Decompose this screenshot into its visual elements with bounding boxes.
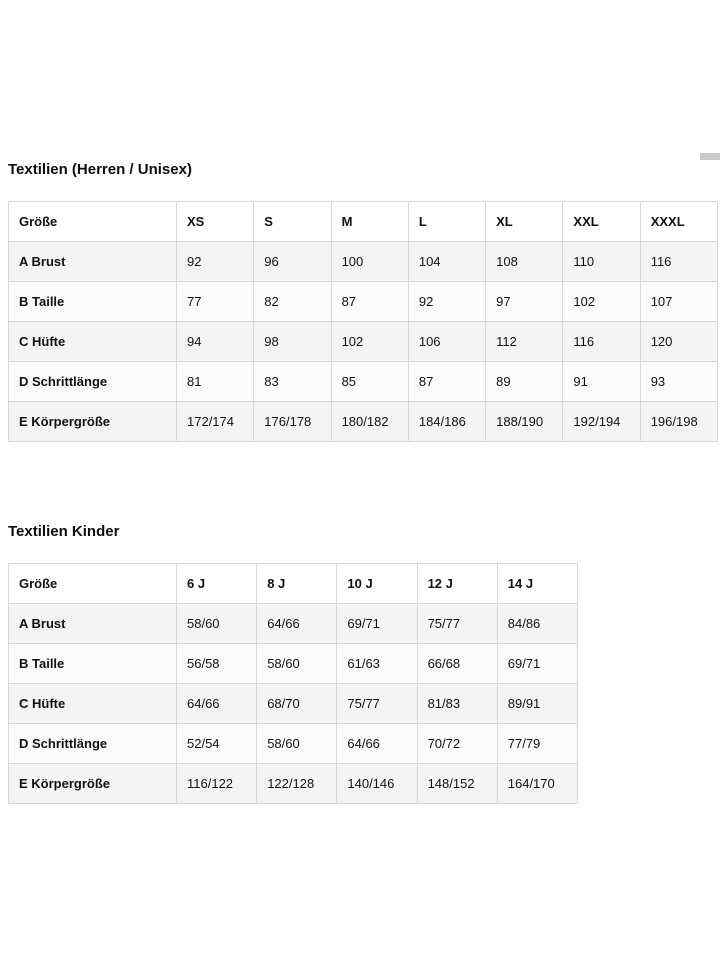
row-label: B Taille — [9, 282, 177, 322]
size-value: 116 — [640, 242, 717, 282]
size-value: 66/68 — [417, 644, 497, 684]
header-cell-14j: 14 J — [497, 564, 577, 604]
size-value: 87 — [331, 282, 408, 322]
table-header-row — [9, 202, 718, 242]
size-value: 69/71 — [497, 644, 577, 684]
size-value: 81 — [177, 362, 254, 402]
header-cell-xl: XL — [486, 202, 563, 242]
header-cell-groesse: Größe — [9, 202, 177, 242]
size-value: 83 — [254, 362, 331, 402]
size-value: 93 — [640, 362, 717, 402]
size-value: 148/152 — [417, 764, 497, 804]
size-value: 102 — [563, 282, 640, 322]
size-value: 69/71 — [337, 604, 417, 644]
size-value: 92 — [177, 242, 254, 282]
table-row — [9, 764, 578, 804]
size-value: 64/66 — [337, 724, 417, 764]
section-title-herren: Textilien (Herren / Unisex) — [8, 161, 192, 178]
row-label: E Körpergröße — [9, 764, 177, 804]
size-value: 94 — [177, 322, 254, 362]
header-cell-m: M — [331, 202, 408, 242]
size-value: 116 — [563, 322, 640, 362]
header-cell-groesse: Größe — [9, 564, 177, 604]
size-value: 91 — [563, 362, 640, 402]
header-cell-xs: XS — [177, 202, 254, 242]
size-value: 70/72 — [417, 724, 497, 764]
table-row — [9, 242, 718, 282]
size-value: 107 — [640, 282, 717, 322]
section-title-kinder: Textilien Kinder — [8, 523, 120, 540]
size-table-herren — [8, 201, 718, 442]
header-cell-l: L — [408, 202, 485, 242]
table-row — [9, 724, 578, 764]
header-cell-6j: 6 J — [177, 564, 257, 604]
size-value: 61/63 — [337, 644, 417, 684]
table-header-row — [9, 564, 578, 604]
size-value: 100 — [331, 242, 408, 282]
size-value: 97 — [486, 282, 563, 322]
size-value: 102 — [331, 322, 408, 362]
size-value: 82 — [254, 282, 331, 322]
row-label: A Brust — [9, 604, 177, 644]
row-label: E Körpergröße — [9, 402, 177, 442]
table-row — [9, 282, 718, 322]
size-value: 184/186 — [408, 402, 485, 442]
table-row — [9, 362, 718, 402]
size-value: 140/146 — [337, 764, 417, 804]
size-value: 75/77 — [337, 684, 417, 724]
size-value: 58/60 — [257, 724, 337, 764]
table-row — [9, 604, 578, 644]
size-value: 112 — [486, 322, 563, 362]
row-label: C Hüfte — [9, 322, 177, 362]
header-cell-s: S — [254, 202, 331, 242]
header-cell-10j: 10 J — [337, 564, 417, 604]
size-value: 64/66 — [257, 604, 337, 644]
row-label: B Taille — [9, 644, 177, 684]
size-value: 98 — [254, 322, 331, 362]
size-value: 77 — [177, 282, 254, 322]
size-value: 92 — [408, 282, 485, 322]
table-row — [9, 322, 718, 362]
row-label: C Hüfte — [9, 684, 177, 724]
size-value: 188/190 — [486, 402, 563, 442]
size-value: 84/86 — [497, 604, 577, 644]
size-value: 196/198 — [640, 402, 717, 442]
size-value: 116/122 — [177, 764, 257, 804]
row-label: A Brust — [9, 242, 177, 282]
size-value: 52/54 — [177, 724, 257, 764]
size-value: 75/77 — [417, 604, 497, 644]
size-value: 89 — [486, 362, 563, 402]
table-row — [9, 644, 578, 684]
size-value: 87 — [408, 362, 485, 402]
row-label: D Schrittlänge — [9, 724, 177, 764]
size-value: 68/70 — [257, 684, 337, 724]
size-value: 172/174 — [177, 402, 254, 442]
size-value: 64/66 — [177, 684, 257, 724]
row-label: D Schrittlänge — [9, 362, 177, 402]
size-value: 106 — [408, 322, 485, 362]
header-cell-8j: 8 J — [257, 564, 337, 604]
table-row — [9, 402, 718, 442]
size-value: 81/83 — [417, 684, 497, 724]
size-value: 122/128 — [257, 764, 337, 804]
size-value: 96 — [254, 242, 331, 282]
size-table-kinder — [8, 563, 578, 804]
size-value: 85 — [331, 362, 408, 402]
header-cell-xxl: XXL — [563, 202, 640, 242]
size-value: 176/178 — [254, 402, 331, 442]
size-value: 180/182 — [331, 402, 408, 442]
size-value: 77/79 — [497, 724, 577, 764]
size-value: 108 — [486, 242, 563, 282]
size-value: 110 — [563, 242, 640, 282]
header-cell-12j: 12 J — [417, 564, 497, 604]
section-kinder — [8, 522, 578, 804]
size-value: 89/91 — [497, 684, 577, 724]
size-value: 164/170 — [497, 764, 577, 804]
size-value: 104 — [408, 242, 485, 282]
table-row — [9, 684, 578, 724]
header-cell-xxxl: XXXL — [640, 202, 717, 242]
size-value: 58/60 — [177, 604, 257, 644]
size-value: 56/58 — [177, 644, 257, 684]
size-value: 58/60 — [257, 644, 337, 684]
size-value: 120 — [640, 322, 717, 362]
size-value: 192/194 — [563, 402, 640, 442]
section-herren — [8, 160, 718, 442]
scrollbar-fragment — [700, 153, 720, 160]
